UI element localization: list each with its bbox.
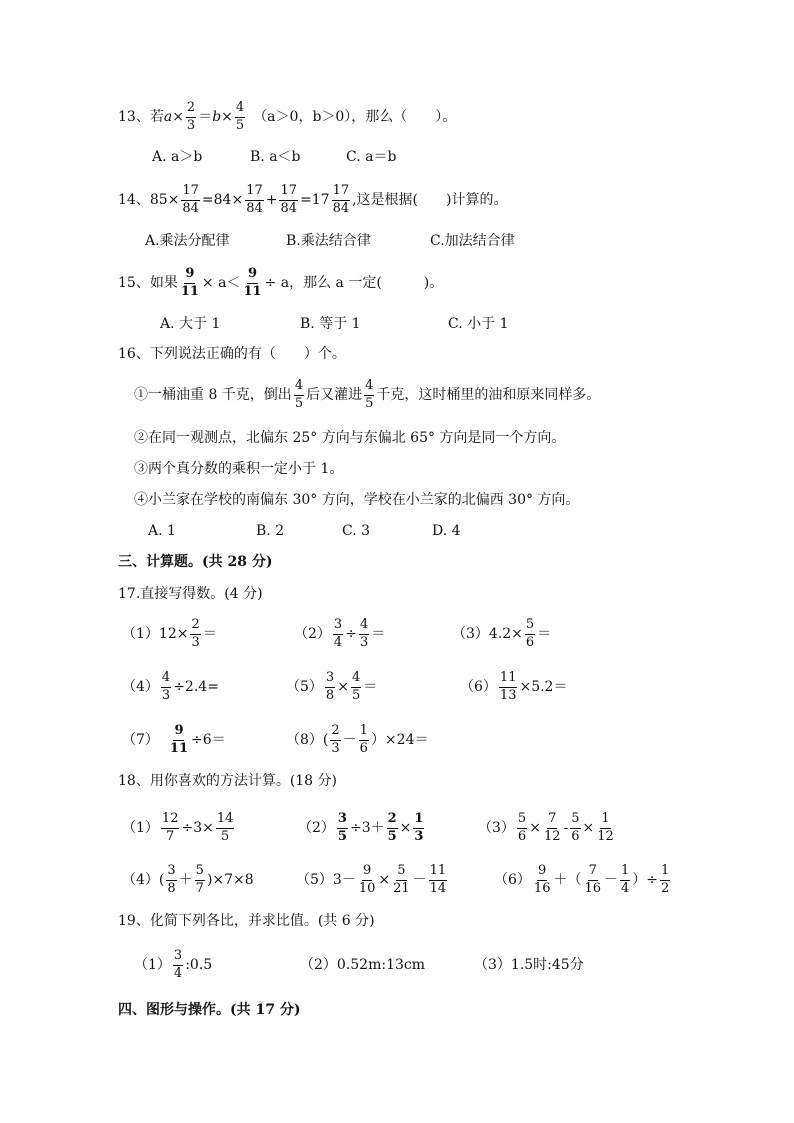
q19-item-2: （2）0.52m:13cm xyxy=(300,957,426,973)
fraction: 4 5 xyxy=(365,378,374,411)
section-3-heading: 三、计算题。(共 28 分) xyxy=(118,554,273,570)
q18-item-1: （1） $\frac{12}{7}$ ÷3× $\frac{14}{5}$ xyxy=(122,811,234,844)
fraction: $\frac{11}{13}$ xyxy=(499,670,517,703)
q16-stem: 16、下列说法正确的有（ ）个。 xyxy=(118,346,346,362)
fraction: $\frac{2}{3}$ xyxy=(191,617,200,650)
q16-statement-3: ③两个真分数的乘积一定小于 1。 xyxy=(134,461,344,477)
q17-item-2: （2） $\frac{3}{4}$ ÷ $\frac{4}{3}$ ＝ xyxy=(294,617,386,650)
q15-stem: 15、如果 $\frac{9}{11}$ × a＜ $\frac{9}{11}$ ÷ a，那么 a 一定( )。 xyxy=(118,266,444,299)
fraction: $\frac{12}{7}$ xyxy=(161,811,179,844)
q17-item-3: （3）4.2× $\frac{5}{6}$ ＝ xyxy=(452,617,552,650)
q14-option-a[interactable]: A.乘法分配律 xyxy=(145,233,230,249)
fraction: 1 4 xyxy=(621,863,630,896)
fraction: 3 8 xyxy=(167,863,176,896)
fraction: $\frac{7}{12}$ xyxy=(543,811,561,844)
q17-item-4: （4） $\frac{4}{3}$ ÷2.4= xyxy=(122,670,219,703)
q16-option-d[interactable]: D. 4 xyxy=(432,523,461,539)
fraction: $\frac{2}{5}$ xyxy=(387,811,397,844)
q16-option-b[interactable]: B. 2 xyxy=(256,523,285,539)
q18-item-5: （5）3－ $\frac{9}{10}$ × $\frac{5}{21}$ － 11 14 xyxy=(296,863,447,896)
q16-statement-1: ①一桶油重 8 千克，倒出 4 5 后又灌进 4 5 千克，这时桶里的油和原来同样多。 xyxy=(134,378,601,411)
q14-option-b[interactable]: B.乘法结合律 xyxy=(286,233,371,249)
fraction: $\frac{5}{21}$ xyxy=(393,863,410,896)
q18-item-3: （3） $\frac{5}{6}$ × $\frac{7}{12}$ - $\frac{5}{6}$ × $\frac{1}{12}$ xyxy=(478,811,614,844)
fraction: $\frac{2}{3}$ xyxy=(186,100,196,133)
q19-item-3: （3）1.5时:45分 xyxy=(474,957,584,973)
q18-item-6: （6） 9 16 ＋（ 7 16 － 1 4 ）÷ $\frac{1}{2}$ xyxy=(494,863,670,896)
fraction: $\frac{1}{3}$ xyxy=(414,811,424,844)
fraction: $\frac{4}{5}$ xyxy=(235,100,245,133)
q15-option-a[interactable]: A. 大于 1 xyxy=(160,316,221,332)
q13-option-c[interactable]: C. a＝b xyxy=(346,149,397,165)
q17-title: 17.直接写得数。(4 分) xyxy=(118,586,263,602)
q13-stem: 13、 若 a × $\frac{2}{3}$ ＝ b × $\frac{4}{5}$ （a＞0，b＞0），那么（ ）。 xyxy=(118,100,457,133)
q18-title: 18、用你喜欢的方法计算。(18 分) xyxy=(118,773,338,789)
fraction: 1 6 xyxy=(359,723,368,756)
q16-statement-2: ②在同一观测点，北偏东 25° 方向与东偏北 65° 方向是同一个方向。 xyxy=(134,430,566,446)
fraction: $\frac{9}{11}$ xyxy=(243,266,262,299)
fraction: $\frac{3}{5}$ xyxy=(337,811,347,844)
q16-option-c[interactable]: C. 3 xyxy=(342,523,371,539)
fraction: $\frac{3}{8}$ xyxy=(325,670,335,703)
fraction: 17 84 xyxy=(332,183,350,216)
fraction: $\frac{9}{10}$ xyxy=(358,863,376,896)
q17-item-6: （6） $\frac{11}{13}$ ×5.2＝ xyxy=(460,670,568,703)
fraction: 11 14 xyxy=(429,863,447,896)
fraction: $\frac{1}{2}$ xyxy=(661,863,670,896)
fraction: 9 16 xyxy=(533,863,551,896)
fraction: $\frac{4}{5}$ xyxy=(351,670,361,703)
fraction: $\frac{1}{12}$ xyxy=(597,811,614,844)
fraction: 3 4 xyxy=(173,948,183,981)
fraction: $\frac{17}{84}$ xyxy=(246,183,263,216)
fraction: 4 5 xyxy=(294,378,304,411)
fraction: $\frac{3}{4}$ xyxy=(333,617,343,650)
fraction: $\frac{5}{6}$ xyxy=(517,811,527,844)
q19-item-1: （1） 3 4 :0.5 xyxy=(134,948,213,981)
q18-item-2: （2） $\frac{3}{5}$ ÷3＋ $\frac{2}{5}$ × $\frac{1}{3}$ xyxy=(298,811,424,844)
q17-item-5: （5） $\frac{3}{8}$ × $\frac{4}{5}$ ＝ xyxy=(286,670,378,703)
fraction: 7 16 xyxy=(584,863,602,896)
q13-option-b[interactable]: B. a＜b xyxy=(250,149,301,165)
q14-stem: 14、85× $\frac{17}{84}$ =84× $\frac{17}{84}$ + $\frac{17}{84}$ =17 17 84 ,这是根据( )计算的。 xyxy=(118,183,508,216)
q18-item-4: （4）( 3 8 ＋ 5 7 )×7×8 xyxy=(122,863,254,896)
fraction: $\frac{4}{3}$ xyxy=(359,617,369,650)
q15-option-b[interactable]: B. 等于 1 xyxy=(300,316,361,332)
q13-option-a[interactable]: A. a＞b xyxy=(152,149,203,165)
fraction: $\frac{9}{11}$ xyxy=(180,266,199,299)
fraction: $\frac{14}{5}$ xyxy=(216,811,234,844)
fraction: 2 3 xyxy=(331,723,340,756)
section-4-heading: 四、图形与操作。(共 17 分) xyxy=(118,1002,301,1018)
fraction: $\frac{17}{84}$ xyxy=(182,183,199,216)
fraction: $\frac{5}{6}$ xyxy=(571,811,580,844)
q16-statement-4: ④小兰家在学校的南偏东 30° 方向，学校在小兰家的北偏西 30° 方向。 xyxy=(134,492,580,508)
fraction: $\frac{9}{11}$ xyxy=(169,723,189,756)
q19-title: 19、化简下列各比，并求比值。(共 6 分) xyxy=(118,913,375,929)
q14-option-c[interactable]: C.加法结合律 xyxy=(430,233,515,249)
fraction: $\frac{4}{3}$ xyxy=(161,670,171,703)
fraction: $\frac{17}{84}$ xyxy=(280,183,298,216)
q17-item-7: （7） $\frac{9}{11}$ ÷6＝ xyxy=(122,723,226,756)
q16-option-a[interactable]: A. 1 xyxy=(148,523,176,539)
fraction: 5 7 xyxy=(195,863,204,896)
q17-item-1: （1）12× $\frac{2}{3}$ ＝ xyxy=(122,617,217,650)
q17-item-8: （8）( 2 3 － 1 6 ）×24＝ xyxy=(286,723,429,756)
fraction: $\frac{5}{6}$ xyxy=(525,617,535,650)
q15-option-c[interactable]: C. 小于 1 xyxy=(448,316,509,332)
